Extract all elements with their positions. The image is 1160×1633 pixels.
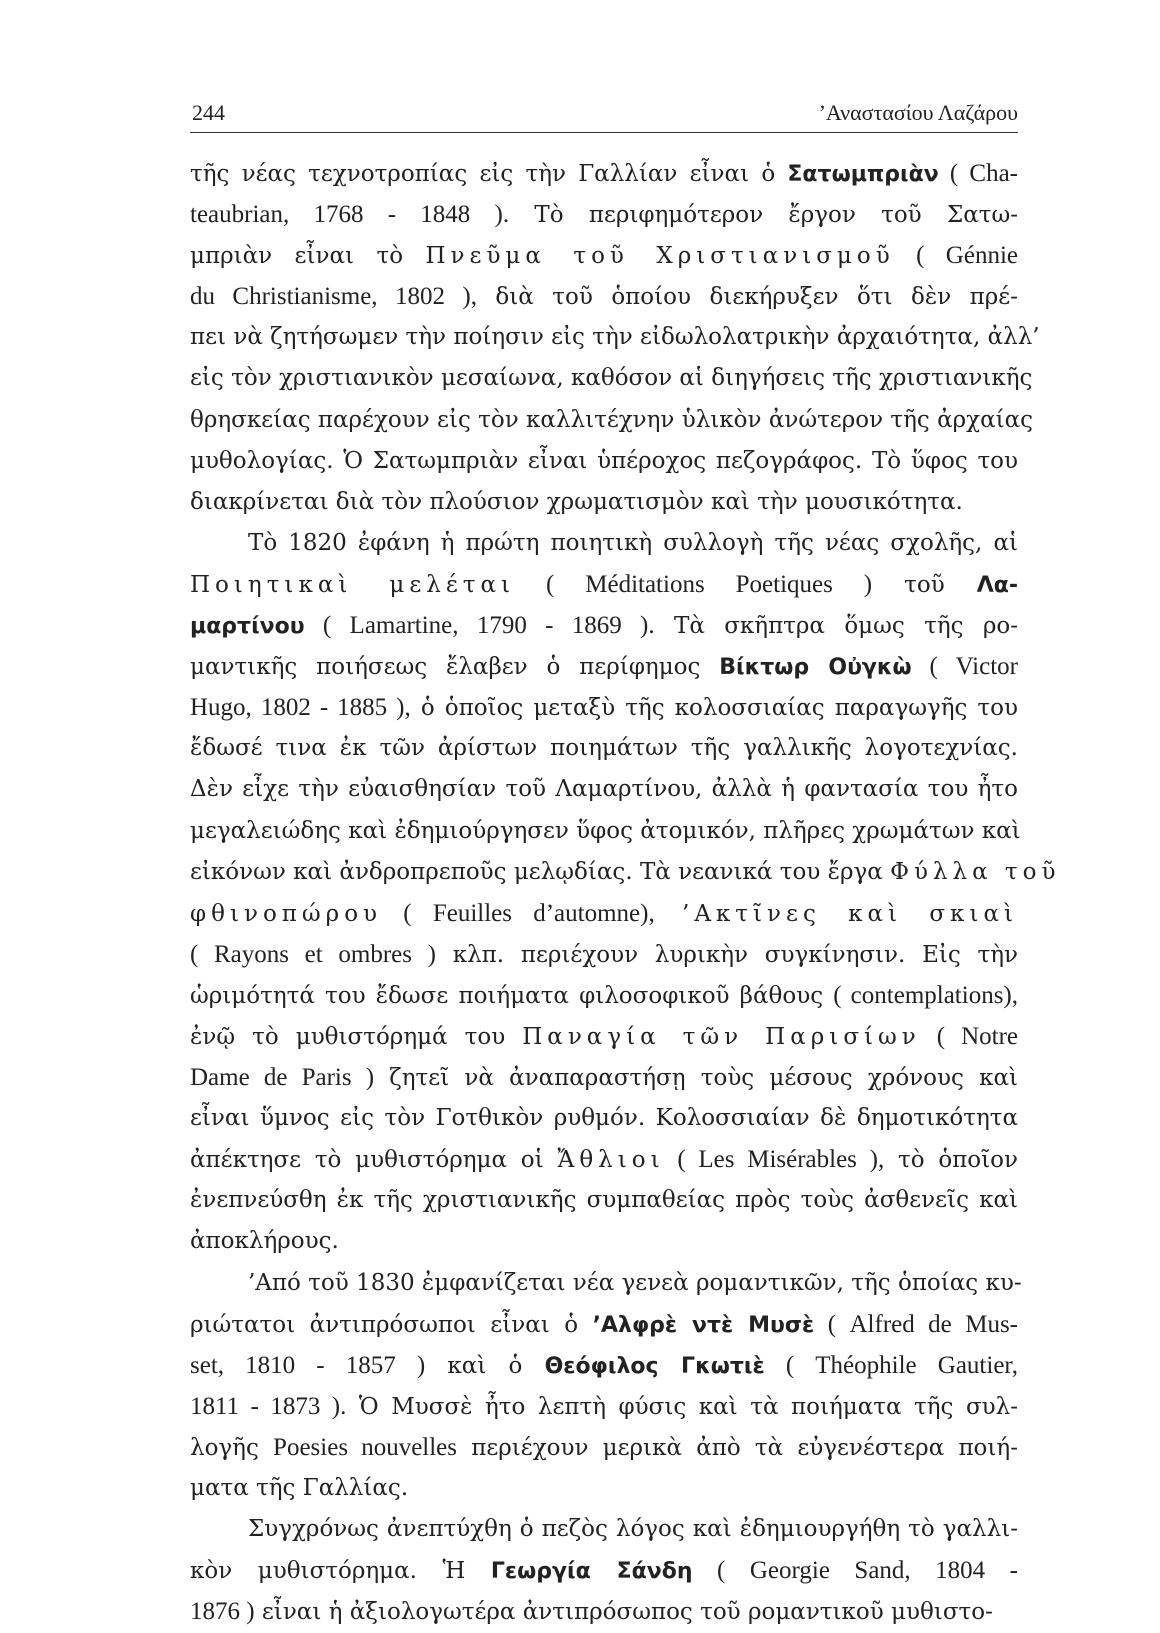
text-segment: κλπ. περιέχουν λυρικὴν συγκίνησιν. Εἰς τὴν: [435, 941, 1018, 968]
text-segment: ζητεῖ νὰ ἀναπαραστήσῃ τοὺς μέσους χρόνους καὶ: [374, 1065, 1018, 1092]
text-line: [190, 194, 1018, 235]
bold-name: Βίκτωρ Οὐγκὼ: [719, 655, 912, 681]
text-line: [190, 1221, 1018, 1262]
text-line: [190, 153, 1018, 194]
text-segment: εἰς τὸν χριστιανικὸν μεσαίωνα, καθόσον αἱ διηγήσεις τῆς χριστιανικῆς: [190, 365, 1033, 392]
text-line: [190, 728, 1018, 769]
text-segment: ( Méditations Poetiques ): [515, 570, 873, 598]
text-segment: Δὲν εἶχε τὴν εὐαισθησίαν τοῦ Λαμαρτίνου, ἀλλὰ ἡ φαντασία του ἦτο: [190, 776, 1018, 803]
text-segment: μαντικῆς ποιήσεως ἔλαβεν ὁ περίφημος: [190, 654, 720, 681]
spaced-title: Παναγία τῶν Παρισίων: [522, 1023, 921, 1050]
text-line: [190, 769, 1018, 810]
text-segment: Τὸ περιφημότερον ἔργον τοῦ Σατω-: [509, 202, 1018, 229]
text-segment: εἶναι ὕμνος εἰς τὸν Γοτθικὸν ρυθμόν. Κολοσσιαίαν δὲ δημοτικότητα: [190, 1105, 1018, 1132]
text-line: [190, 687, 1018, 728]
text-segment: ( contemplations),: [833, 981, 1018, 1009]
text-line: [190, 1427, 1018, 1468]
text-line: [190, 482, 1018, 523]
text-segment: ἐνῷ τὸ μυθιστόρημά του: [190, 1023, 523, 1050]
text-line: [190, 1139, 1018, 1180]
text-segment: ὁ ὁποῖος μεταξὺ τῆς κολοσσιαίας παραγωγῆς του: [410, 695, 1018, 722]
text-line: [190, 1591, 1018, 1632]
text-line: [190, 441, 1018, 482]
text-line: [190, 934, 1018, 975]
text-segment: Τὸ 1820 ἐφάνη ἡ πρώτη ποιητικὴ συλλογὴ τῆς νέας σχολῆς, αἱ: [248, 529, 1018, 556]
text-line: [190, 276, 1018, 317]
bold-name: ’Αλφρὲ ντὲ Μυσὲ: [592, 1312, 815, 1338]
text-segment: ( Alfred de Mus-: [814, 1310, 1019, 1338]
text-line: [190, 893, 1018, 934]
text-segment: Ὁ Μυσσὲ ἦτο λεπτὴ φύσις καὶ τὰ ποιήματα τῆς συλ-: [346, 1393, 1018, 1420]
text-segment: ( Lamartine, 1790 - 1869 ).: [304, 612, 655, 640]
text-line: [190, 1057, 1018, 1098]
text-segment: εἰκόνων καὶ ἀνδροπρεποῦς μελῳδίας. Τὰ νεανικά του ἔργα: [190, 858, 891, 885]
text-line: [190, 1304, 1018, 1345]
text-segment: κὸν μυθιστόρημα. Ἡ: [190, 1558, 491, 1585]
text-segment: ( Cha-: [938, 160, 1018, 187]
text-line: [190, 975, 1018, 1016]
text-segment: θρησκείας παρέχουν εἰς τὸν καλλιτέχνην ὑλικὸν ἀνώτερον τῆς ἀρχαίας: [190, 406, 1034, 433]
text-line: [190, 564, 1018, 605]
spaced-title: ’Ακτῖνες καὶ σκιαὶ: [654, 900, 1018, 927]
text-segment: μυθολογίας. Ὁ Σατωμπριὰν εἶναι ὑπέροχος πεζογράφος. Τὸ ὕφος του: [190, 447, 1018, 474]
body-text: [190, 153, 1061, 1632]
text-segment: Poesies nouvelles: [273, 1433, 458, 1461]
bold-name: Θεόφιλος Γκωτιὲ: [544, 1353, 765, 1379]
text-segment: 1876 ): [190, 1598, 255, 1626]
text-line: [190, 400, 1034, 441]
text-segment: ἀποκλήρους.: [190, 1228, 339, 1255]
text-segment: teaubrian, 1768 - 1848 ).: [190, 201, 510, 229]
text-line: [190, 646, 1018, 687]
bold-name: Λα-: [976, 572, 1018, 598]
text-line: [190, 1509, 1018, 1550]
text-segment: Hugo, 1802 - 1885 ),: [190, 694, 411, 722]
text-segment: τῆς νέας τεχνοτροπίας εἰς τὴν Γαλλίαν εἶναι ὁ: [190, 161, 788, 187]
text-segment: ὡριμότητά του ἔδωσε ποιήματα φιλοσοφικοῦ βάθους: [190, 982, 834, 1009]
text-line: [190, 1016, 1018, 1057]
text-segment: λογῆς: [190, 1434, 274, 1461]
text-line: [190, 852, 1061, 893]
text-segment: τὸ ὁποῖον: [884, 1147, 1018, 1174]
text-line: [190, 1386, 1018, 1427]
text-line: [190, 358, 1033, 399]
text-segment: τοῦ: [872, 571, 977, 598]
spaced-title: Πνεῦμα τοῦ Χριστιανισμοῦ: [425, 243, 895, 270]
page-header: [190, 92, 1018, 133]
text-line: [190, 811, 1021, 852]
text-line: [190, 1180, 1018, 1221]
text-segment: ( Rayons et ombres ): [190, 940, 436, 968]
text-segment: du Christianisme, 1802 ),: [190, 283, 477, 311]
text-segment: ἐνεπνεύσθη ἐκ τῆς χριστιανικῆς συμπαθείας πρὸς τοὺς ἀσθενεῖς καὶ: [190, 1187, 1018, 1214]
text-segment: ( Génnie: [894, 242, 1018, 270]
text-segment: Συγχρόνως ἀνεπτύχθη ὁ πεζὸς λόγος καὶ ἐδημιουργήθη τὸ γαλλι-: [248, 1516, 1018, 1543]
page-number: 244: [192, 100, 225, 125]
bold-name: Γεωργία Σάνδη: [490, 1559, 693, 1585]
text-segment: 1811 - 1873 ).: [190, 1392, 347, 1420]
text-segment: ( Victor: [911, 653, 1018, 681]
text-segment: ἔδωσέ τινα ἐκ τῶν ἀρίστων ποιημάτων τῆς γαλλικῆς λογοτεχνίας.: [190, 735, 1018, 762]
text-segment: ( Notre: [920, 1022, 1018, 1050]
text-segment: ( Feuilles d’automne),: [382, 899, 655, 927]
text-segment: πει νὰ ζητήσωμεν τὴν ποίησιν εἰς τὴν εἰδωλολατρικὴν ἀρχαιότητα, ἀλλ’: [190, 324, 1040, 351]
spaced-title: Φύλλα τοῦ: [890, 858, 1061, 885]
text-segment: ( Les Misérables ),: [664, 1146, 885, 1174]
text-segment: περιέχουν μερικὰ ἀπὸ τὰ εὐγενέστερα ποιή-: [457, 1434, 1018, 1461]
text-segment: set, 1810 - 1857 ): [190, 1351, 426, 1379]
text-line: [190, 1550, 1018, 1591]
text-segment: ( Georgie Sand, 1804 -: [692, 1557, 1018, 1585]
text-segment: ἀπέκτησε τὸ μυθιστόρημα οἱ: [190, 1147, 558, 1174]
text-segment: διὰ τοῦ ὁποίου διεκήρυξεν ὅτι δὲν πρέ-: [476, 284, 1018, 311]
spaced-title: Ποιητικαὶ μελέται: [190, 571, 516, 598]
text-segment: ( Théophile Gautier,: [764, 1351, 1018, 1379]
text-segment: διακρίνεται διὰ τὸν πλούσιον χρωματισμὸν καὶ τὴν μουσικότητα.: [190, 488, 963, 515]
text-segment: Dame de Paris ): [190, 1064, 375, 1092]
text-segment: μπριὰν εἶναι τὸ: [190, 243, 426, 270]
text-line: [190, 1098, 1018, 1139]
text-line: [190, 235, 1018, 276]
running-title: ’Αναστασίου Λαζάρου: [818, 100, 1018, 125]
text-segment: εἶναι ἡ ἀξιολογωτέρα ἀντιπρόσωπος τοῦ ρομαντικοῦ μυθιστο-: [254, 1599, 993, 1626]
text-line: [190, 1263, 1022, 1304]
text-segment: ριώτατοι ἀντιπρόσωποι εἶναι ὁ: [190, 1311, 593, 1338]
spaced-title: Ἄθλιοι: [557, 1147, 665, 1174]
bold-name: μαρτίνου: [190, 614, 305, 640]
text-segment: καὶ ὁ: [425, 1352, 545, 1379]
text-segment: μεγαλειώδης καὶ ἐδημιούργησεν ὕφος ἀτομικόν, πλῆρες χρωμάτων καὶ: [190, 817, 1021, 844]
text-segment: Τὰ σκῆπτρα ὅμως τῆς ρο-: [654, 613, 1018, 640]
text-line: [190, 605, 1018, 646]
text-line: [190, 1468, 1018, 1509]
text-line: [190, 523, 1018, 564]
bold-name: Σατωμπριὰν: [787, 162, 939, 187]
text-line: [190, 317, 1040, 358]
text-segment: ματα τῆς Γαλλίας.: [190, 1475, 409, 1501]
spaced-title: φθινοπώρου: [190, 900, 383, 927]
text-segment: ’Από τοῦ 1830 ἐμφανίζεται νέα γενεὰ ρομαντικῶν, τῆς ὁποίας κυ-: [248, 1269, 1022, 1296]
text-line: [190, 1345, 1018, 1386]
